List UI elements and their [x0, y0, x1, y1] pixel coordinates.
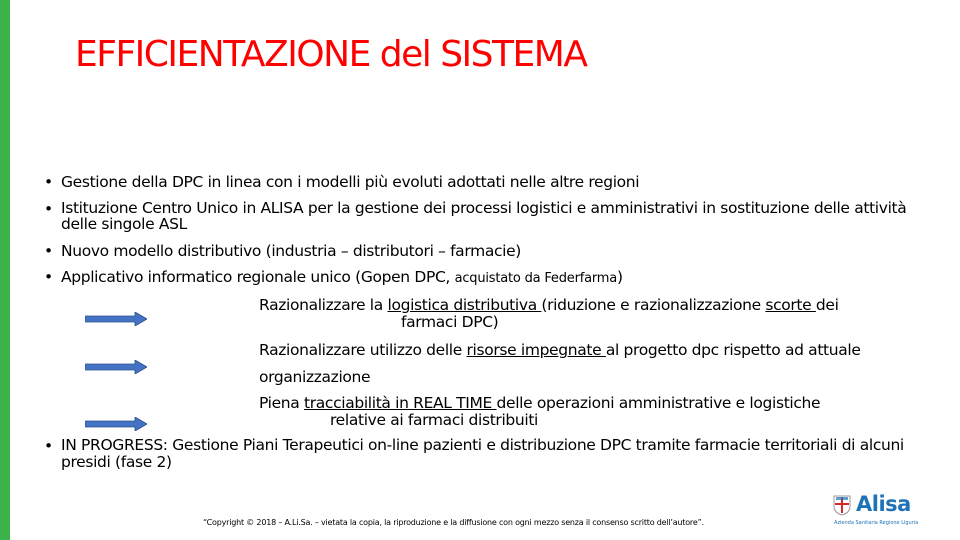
- bullet-dot: •: [44, 173, 53, 191]
- arrow-item-line1: [259, 341, 861, 359]
- text-segment: (riduzione e razionalizzazione: [541, 296, 766, 314]
- text-segment: al progetto dpc rispetto ad attuale: [605, 341, 861, 359]
- bullet-text-close: ): [617, 268, 623, 286]
- bullet-dot: •: [44, 268, 53, 286]
- bullet-text: Nuovo modello distributivo (industria – distributori – farmacie): [61, 242, 521, 260]
- text-segment: Piena: [259, 394, 304, 412]
- bullet-text: IN PROGRESS: Gestione Piani Terapeutici on-line pazienti e distribuzione DPC tramite farmacie territoriali di alcuni presidi (fase 2): [61, 436, 904, 471]
- text-segment: dei: [815, 296, 839, 314]
- underlined-text: risorse impegnate: [466, 341, 606, 359]
- arrow-item-line1: [259, 394, 820, 412]
- bullet-text-main: Applicativo informatico regionale unico (Gopen DPC,: [61, 268, 450, 286]
- arrow-item-line2: relative ai farmaci distribuiti: [330, 411, 539, 429]
- alisa-logo: [830, 492, 942, 528]
- liguria-crest-icon: [832, 494, 852, 516]
- bullet-text: Gestione della DPC in linea con i modelli più evoluti adottati nelle altre regioni: [61, 173, 640, 191]
- right-arrow-icon: [85, 360, 147, 374]
- right-arrow-icon: [85, 312, 147, 326]
- logo-name: Alisa: [856, 492, 911, 516]
- bullet-dot: •: [44, 242, 53, 260]
- right-arrow-icon: [85, 417, 147, 431]
- underlined-text: tracciabilità in REAL TIME: [304, 394, 497, 412]
- text-segment: Razionalizzare la: [259, 296, 388, 314]
- arrow-item-line2: organizzazione: [259, 368, 371, 386]
- arrow-item-line2: farmaci DPC): [401, 313, 499, 331]
- underlined-text: scorte: [765, 296, 816, 314]
- bullet-text-small: acquistato da Federfarma: [454, 271, 618, 286]
- bullet-text: [61, 268, 945, 288]
- arrow-item-line1: [259, 296, 839, 314]
- copyright-notice: “Copyright © 2018 – A.Li.Sa. – vietata la copia, la riproduzione e la diffusione con ogni mezzo senza il consenso scritto dell’autore”.: [203, 518, 704, 527]
- text-segment: delle operazioni amministrative e logistiche: [496, 394, 821, 412]
- accent-sidebar-bar: [0, 0, 10, 540]
- bullet-dot: •: [44, 437, 53, 455]
- underlined-text: logistica distributiva: [387, 296, 542, 314]
- slide-title: EFFICIENTAZIONE del SISTEMA: [75, 34, 587, 75]
- text-segment: Razionalizzare utilizzo delle: [259, 341, 467, 359]
- bullet-dot: •: [44, 200, 53, 218]
- logo-subtitle: Azienda Sanitaria Regione Liguria: [834, 520, 919, 526]
- bullet-text: Istituzione Centro Unico in ALISA per la gestione dei processi logistici e amministrativi in sostituzione delle attività delle singole ASL: [61, 199, 907, 233]
